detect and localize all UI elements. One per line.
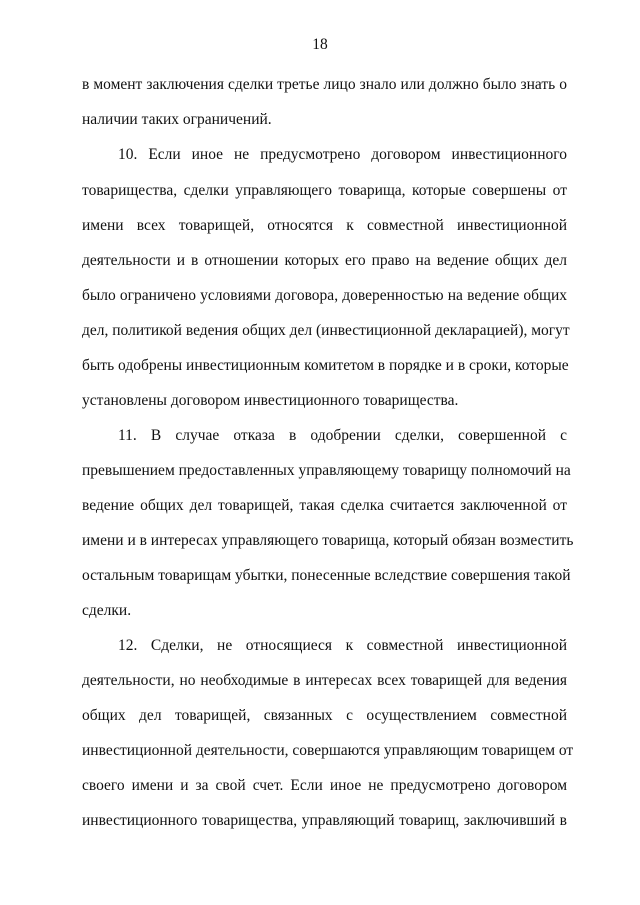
text-line: в момент заключения сделки третье лицо знало или должно было знать о xyxy=(82,76,567,93)
text-line: деятельности, но необходимые в интересах всех товарищей для ведения xyxy=(82,672,567,689)
paragraph-11-start: 11. В случае отказа в одобрении сделки, совершенной с xyxy=(118,427,567,444)
text-line: инвестиционной деятельности, совершаются управляющим товарищем от xyxy=(82,742,574,759)
text-line: деятельности и в отношении которых его право на ведение общих дел xyxy=(82,252,567,269)
text-line: своего имени и за свой счет. Если иное не предусмотрено договором xyxy=(82,777,567,794)
text-line: превышением предоставленных управляющему товарищу полномочий на xyxy=(82,462,571,479)
text-line: сделки. xyxy=(82,602,132,619)
text-line: ведение общих дел товарищей, такая сделка считается заключенной от xyxy=(82,497,567,514)
text-line: товарищества, сделки управляющего товарища, которые совершены от xyxy=(82,182,567,199)
paragraph-12-start: 12. Сделки, не относящиеся к совместной инвестиционной xyxy=(118,637,567,654)
text-line: установлены договором инвестиционного товарищества. xyxy=(82,392,459,409)
text-line: остальным товарищам убытки, понесенные вследствие совершения такой xyxy=(82,567,571,584)
page-number: 18 xyxy=(312,36,328,53)
text-line: было ограничено условиями договора, доверенностью на ведение общих xyxy=(82,287,567,304)
text-line: наличии таких ограничений. xyxy=(82,111,272,128)
text-line: быть одобрены инвестиционным комитетом в порядке и в сроки, которые xyxy=(82,357,569,374)
text-line: общих дел товарищей, связанных с осуществлением совместной xyxy=(82,707,567,724)
text-line: имени и в интересах управляющего товарища, который обязан возместить xyxy=(82,532,574,549)
text-line: имени всех товарищей, относятся к совместной инвестиционной xyxy=(82,217,567,234)
text-line: инвестиционного товарищества, управляющий товарищ, заключивший в xyxy=(82,812,567,829)
paragraph-10-start: 10. Если иное не предусмотрено договором инвестиционного xyxy=(118,146,567,163)
text-line: дел, политикой ведения общих дел (инвестиционной декларацией), могут xyxy=(82,322,570,339)
